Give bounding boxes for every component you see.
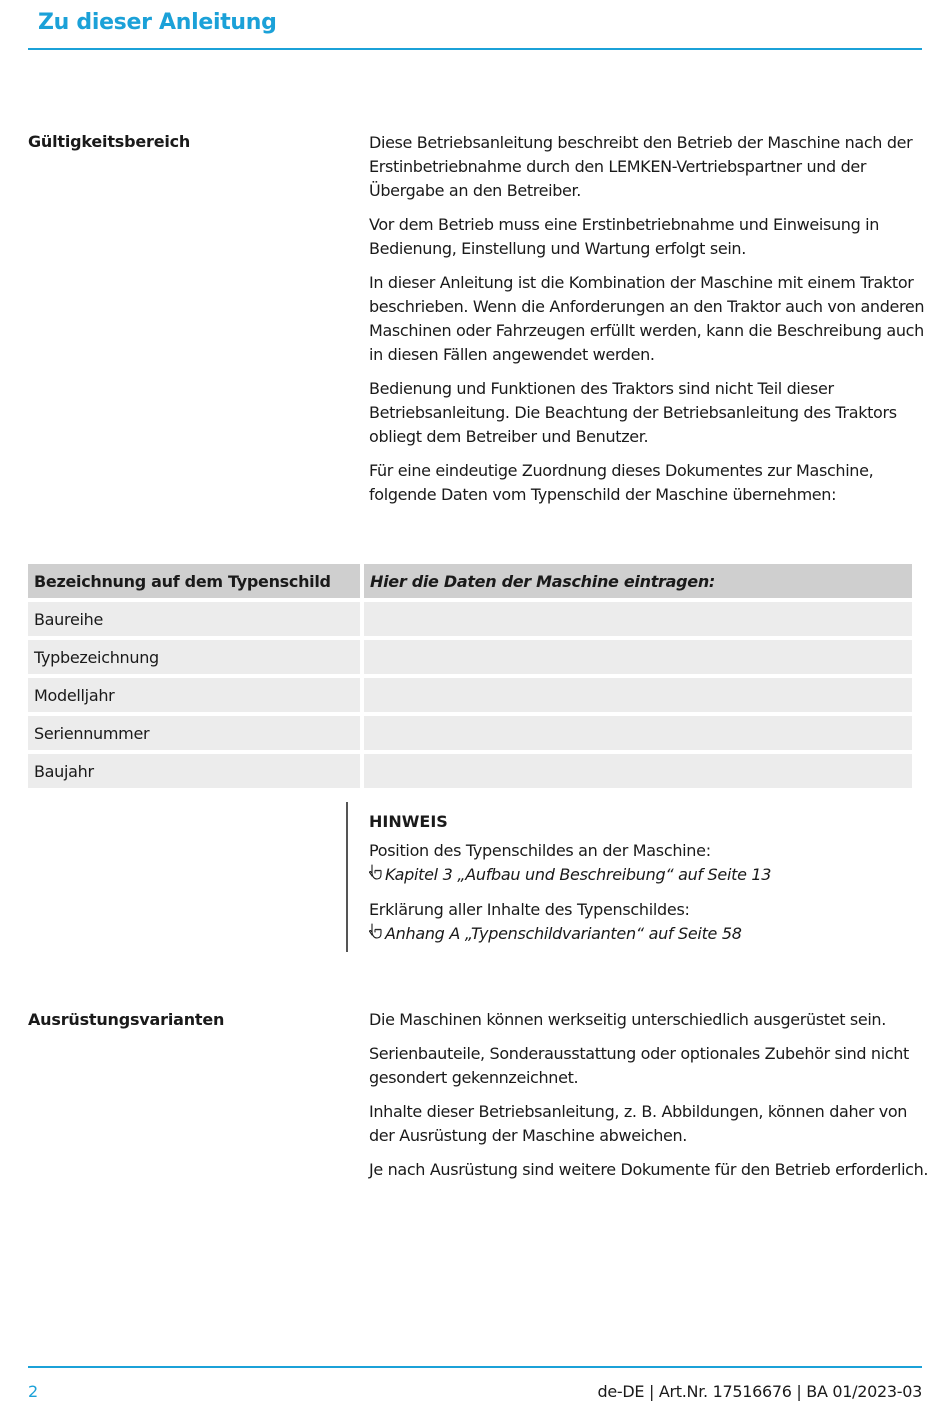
paragraph: Je nach Ausrüstung sind weitere Dokumente für den Betrieb erforderlich. <box>369 1160 929 1179</box>
document-id: de-DE | Art.Nr. 17516676 | BA 01/2023-03 <box>597 1382 922 1401</box>
note-text: Position des Typenschildes an der Maschine: <box>369 841 711 860</box>
paragraph: In dieser Anleitung ist die Kombination der Maschine mit einem Traktor beschrieben. Wenn die Anforderungen an den Traktor auch von anderen Maschinen oder Fahrzeugen erfüllt werden, kann die Beschreibung auch in diesen Fällen angewendet werden. <box>369 273 925 364</box>
paragraph: Vor dem Betrieb muss eine Erstinbetriebnahme und Einweisung in Bedienung, Einstellung und Wartung erfolgt sein. <box>369 215 879 258</box>
cross-reference-link[interactable] <box>369 863 909 887</box>
paragraph: Serienbauteile, Sonderausstattung oder optionales Zubehör sind nicht gesondert gekennzeichnet. <box>369 1044 909 1087</box>
row-label: Typbezeichnung <box>28 640 360 674</box>
note-position-block <box>369 839 909 887</box>
footer-divider <box>28 1366 922 1368</box>
table-row <box>28 602 912 636</box>
data-entry-cell[interactable] <box>364 602 912 636</box>
table-row <box>28 716 912 750</box>
data-entry-cell[interactable] <box>364 640 912 674</box>
row-label: Baureihe <box>28 602 360 636</box>
cross-reference-text: Kapitel 3 „Aufbau und Beschreibung“ auf Seite 13 <box>385 865 772 884</box>
note-box <box>346 802 909 952</box>
paragraph: Inhalte dieser Betriebsanleitung, z. B. Abbildungen, können daher von der Ausrüstung der Maschine abweichen. <box>369 1102 908 1145</box>
table-row <box>28 640 912 674</box>
table-row <box>28 754 912 788</box>
note-title: HINWEIS <box>369 812 448 831</box>
section-body-equipment <box>369 1008 929 1192</box>
row-label: Baujahr <box>28 754 360 788</box>
row-label: Seriennummer <box>28 716 360 750</box>
paragraph: Für eine eindeutige Zuordnung dieses Dokumentes zur Maschine, folgende Daten vom Typenschild der Maschine übernehmen: <box>369 461 874 504</box>
column-header-data: Hier die Daten der Maschine eintragen: <box>364 564 912 598</box>
section-label-validity: Gültigkeitsbereich <box>28 132 191 151</box>
data-entry-cell[interactable] <box>364 678 912 712</box>
table-header-row <box>28 564 912 598</box>
paragraph: Die Maschinen können werkseitig unterschiedlich ausgerüstet sein. <box>369 1010 886 1029</box>
note-text: Erklärung aller Inhalte des Typenschildes: <box>369 900 690 919</box>
page-title: Zu dieser Anleitung <box>38 10 277 35</box>
cross-reference-text: Anhang A „Typenschildvarianten“ auf Seite 58 <box>385 924 742 943</box>
section-body-validity <box>369 131 929 517</box>
column-header-designation: Bezeichnung auf dem Typenschild <box>28 564 360 598</box>
table-row <box>28 678 912 712</box>
nameplate-table <box>24 560 916 792</box>
data-entry-cell[interactable] <box>364 754 912 788</box>
pointing-hand-icon <box>369 863 385 887</box>
row-label: Modelljahr <box>28 678 360 712</box>
cross-reference-link[interactable] <box>369 922 909 946</box>
page-number: 2 <box>28 1382 39 1401</box>
section-label-equipment: Ausrüstungsvarianten <box>28 1010 225 1029</box>
data-entry-cell[interactable] <box>364 716 912 750</box>
paragraph: Diese Betriebsanleitung beschreibt den Betrieb der Maschine nach der Erstinbetriebnahme durch den LEMKEN-Vertriebspartner und der Übergabe an den Betreiber. <box>369 133 913 200</box>
paragraph: Bedienung und Funktionen des Traktors sind nicht Teil dieser Betriebsanleitung. Die Beachtung der Betriebsanleitung des Traktors obliegt dem Betreiber und Benutzer. <box>369 379 897 446</box>
header-divider <box>28 48 922 50</box>
pointing-hand-icon <box>369 922 385 946</box>
note-explain-block <box>369 898 909 946</box>
